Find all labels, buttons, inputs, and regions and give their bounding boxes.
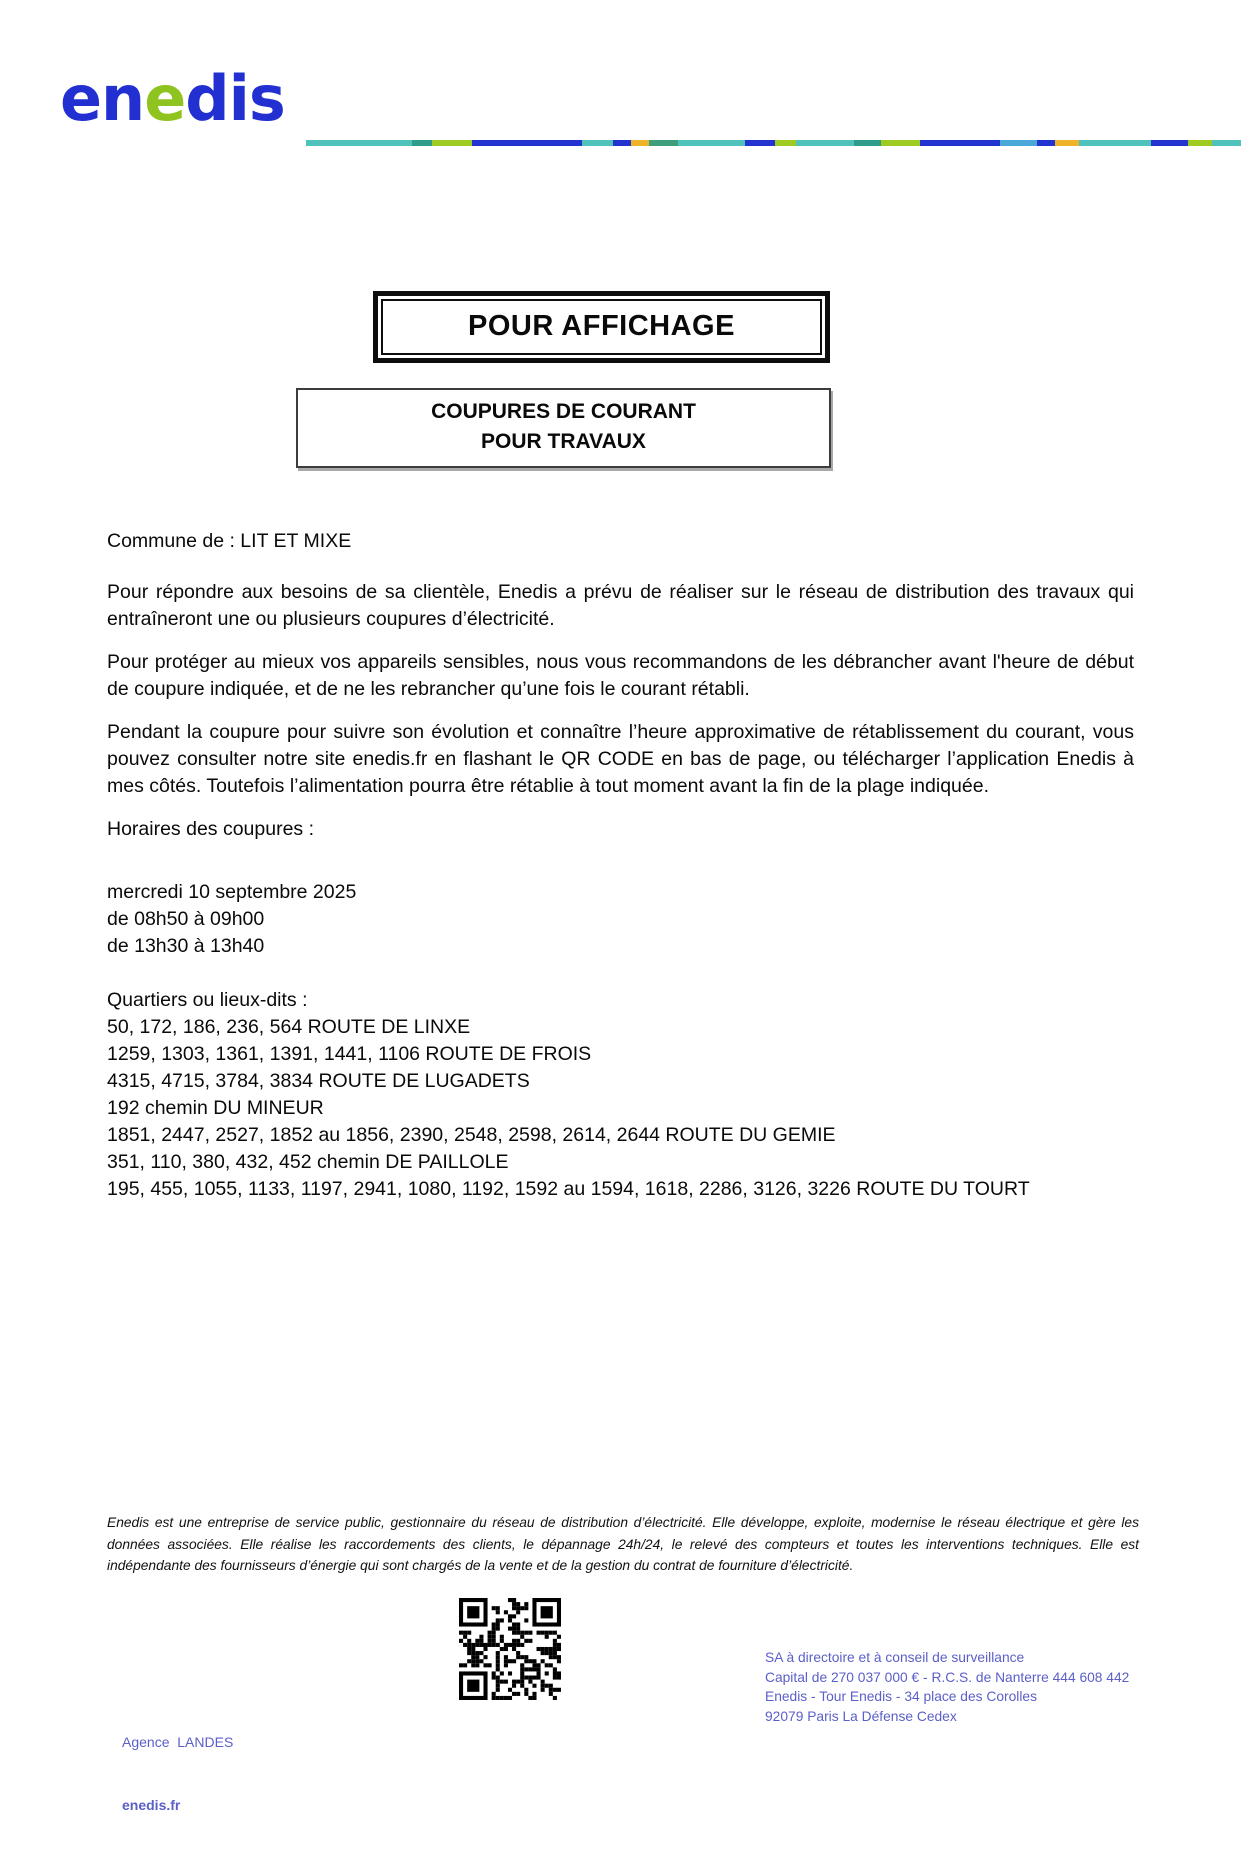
quartier-item-5: 1851, 2447, 2527, 1852 au 1856, 2390, 2548, 2598, 2614, 2644 ROUTE DU GEMIE [107, 1124, 836, 1146]
enedis-website: enedis.fr [122, 1797, 181, 1813]
brand-line-segment [920, 140, 1000, 146]
brand-line-segment [412, 140, 433, 146]
brand-line-segment [1037, 140, 1055, 146]
quartier-item-6: 351, 110, 380, 432, 452 chemin DE PAILLOLE [107, 1151, 509, 1173]
spacer [107, 960, 1134, 987]
brand-line-segment [678, 140, 745, 146]
enedis-logo [60, 62, 285, 135]
brand-line-segment [854, 140, 881, 146]
brand-line-segment [1151, 140, 1188, 146]
brand-line-segment [1055, 140, 1079, 146]
brand-color-line [306, 140, 1241, 146]
schedule-heading: Horaires des coupures : [107, 818, 315, 840]
brand-line-segment [1188, 140, 1212, 146]
quartier-item-4: 192 chemin DU MINEUR [107, 1097, 324, 1119]
qr-code [459, 1598, 561, 1700]
notice-title-box [296, 388, 831, 468]
display-title-text: POUR AFFICHAGE [381, 299, 822, 355]
logo-segment-blue-2: dis [185, 62, 285, 135]
paragraph-intro: Pour répondre aux besoins de sa clientèle, Enedis a prévu de réaliser sur le réseau de distribution des travaux qui entraîneront une ou plusieurs coupures d’électricité. [107, 581, 1134, 630]
brand-line-segment [1212, 140, 1241, 146]
schedule-time-2: de 13h30 à 13h40 [107, 935, 265, 957]
brand-line-segment [1000, 140, 1037, 146]
quartier-item-7: 195, 455, 1055, 1133, 1197, 2941, 1080, 1192, 1592 au 1594, 1618, 2286, 3126, 3226 ROUTE DU TOURT [107, 1178, 1030, 1200]
paragraph-advice: Pour protéger au mieux vos appareils sensibles, nous vous recommandons de les débrancher avant l'heure de début de coupure indiquée, et de ne les rebrancher qu’une fois le courant rétabli. [107, 651, 1134, 700]
paragraph-qrcode-info: Pendant la coupure pour suivre son évolution et connaître l’heure approximative de rétablissement du courant, vous pouvez consulter notre site enedis.fr en flashant le QR CODE en bas de page, ou télécharger l’application Enedis à mes côtés. Toutefois l’alimentation pourra être rétablie à tout moment avant la fin de la plage indiquée. [107, 721, 1134, 797]
brand-line-segment [306, 140, 412, 146]
display-title-box [373, 291, 830, 363]
agency-name: Agence LANDES [122, 1734, 234, 1750]
schedule-time-1: de 08h50 à 09h00 [107, 908, 265, 930]
company-info-line1: SA à directoire et à conseil de surveillance [765, 1650, 1025, 1665]
notice-title-line1: COUPURES DE COURANT [431, 400, 696, 423]
logo-segment-green-e: e [144, 62, 186, 135]
notice-title-line2: POUR TRAVAUX [481, 430, 646, 453]
enedis-logo-text [60, 62, 285, 135]
brand-line-segment [472, 140, 582, 146]
brand-line-segment [649, 140, 679, 146]
company-info-line2: Capital de 270 037 000 € - R.C.S. de Nanterre 444 608 442 [765, 1669, 1130, 1685]
legal-paragraph: Enedis est une entreprise de service public, gestionnaire du réseau de distribution d’électricité. Elle développe, exploite, modernise le réseau électrique et gère les données associées. Elle réalise les raccordements des clients, le dépannage 24h/24, le relevé des compteurs et toutes les interventions techniques. Elle est indépendante des fournisseurs d’énergie qui sont chargés de la vente et de la gestion du contrat de fourniture d’électricité. [107, 1515, 1139, 1573]
brand-line-segment [745, 140, 775, 146]
brand-line-segment [432, 140, 472, 146]
quartier-item-3: 4315, 4715, 3784, 3834 ROUTE DE LUGADETS [107, 1070, 530, 1092]
company-info-line4: 92079 Paris La Défense Cedex [765, 1708, 957, 1724]
quartiers-heading: Quartiers ou lieux-dits : [107, 989, 308, 1011]
brand-line-segment [881, 140, 921, 146]
agency-block [122, 1690, 233, 1858]
spacer [107, 843, 1134, 879]
notice-body [107, 528, 1134, 1203]
brand-line-segment [1079, 140, 1152, 146]
quartier-item-1: 50, 172, 186, 236, 564 ROUTE DE LINXE [107, 1016, 471, 1038]
brand-line-segment [631, 140, 649, 146]
logo-segment-blue-1: en [60, 62, 145, 135]
commune-line: Commune de : LIT ET MIXE [107, 530, 352, 552]
company-info-line3: Enedis - Tour Enedis - 34 place des Corolles [765, 1689, 1037, 1704]
brand-line-segment [775, 140, 796, 146]
schedule-date: mercredi 10 septembre 2025 [107, 881, 357, 903]
quartier-item-2: 1259, 1303, 1361, 1391, 1441, 1106 ROUTE DE FROIS [107, 1043, 592, 1065]
brand-line-segment [582, 140, 613, 146]
brand-line-segment [796, 140, 854, 146]
company-info-block [765, 1648, 1129, 1726]
brand-line-segment [613, 140, 631, 146]
